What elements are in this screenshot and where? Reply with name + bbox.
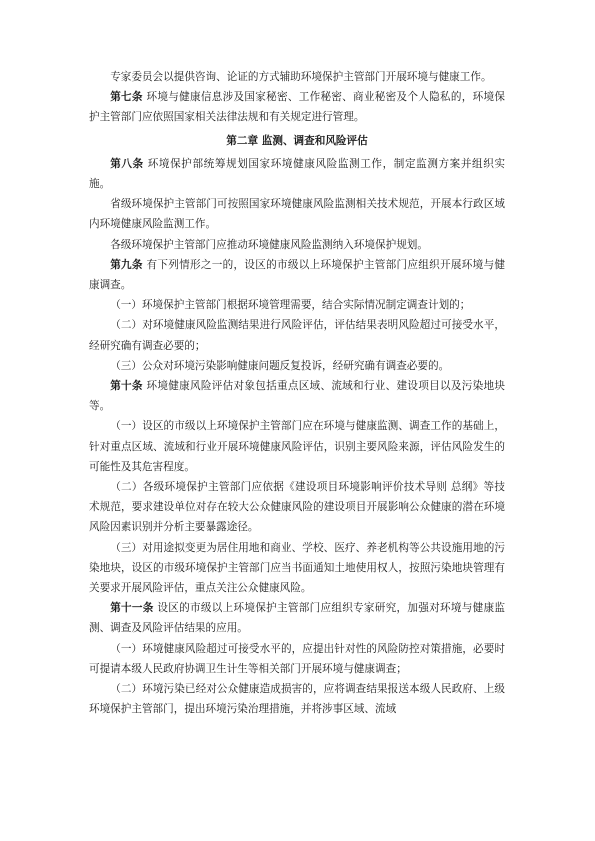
list-item-paragraph: （二）对环境健康风险监测结果进行风险评估，评估结果表明风险超过可接受水平，经研究确有调查必要的；: [89, 319, 505, 352]
paragraph: 省级环境保护主管部门可按照国家环境健康风险监测相关技术规范，开展本行政区域内环境健康风险监测工作。: [89, 198, 505, 231]
article-paragraph: [89, 255, 505, 295]
article-text: 设区的市级以上环境保护主管部门应组织专家研究，加强对环境与健康监测、调查及风险评估结果的应用。: [89, 602, 506, 635]
article-text: 环境与健康信息涉及国家秘密、工作秘密、商业秘密及个人隐私的，环境保护主管部门应依照国家相关法律法规和有关规定进行管理。: [89, 91, 506, 124]
article-text: 环境健康风险评估对象包括重点区域、流域和行业、建设项目以及污染地块等。: [89, 380, 506, 413]
list-item-paragraph: （三）对用途拟变更为居住用地和商业、学校、医疗、养老机构等公共设施用地的污染地块，设区的市级环境保护主管部门应当书面通知土地使用权人，按照污染地块管理有关要求开展风险评估，重点关注公众健康风险。: [89, 541, 505, 595]
article-paragraph: [89, 376, 505, 416]
article-number: 第十一条: [110, 602, 154, 615]
article-paragraph: [89, 87, 505, 127]
chapter-heading: 第二章 监测、调查和风险评估: [226, 134, 368, 147]
list-item-paragraph: （一）设区的市级以上环境保护主管部门应在环境与健康监测、调查工作的基础上，针对重点区域、流域和行业开展环境健康风险评估，识别主要风险来源，评估风险发生的可能性及其危害程度。: [89, 420, 505, 473]
article-text: 环境保护部统筹规划国家环境健康风险监测工作，制定监测方案并组织实施。: [89, 157, 506, 191]
list-item-paragraph: （一）环境保护主管部门根据环境管理需要，结合实际情况制定调查计划的；: [110, 299, 471, 312]
list-item-paragraph: （二）各级环境保护主管部门应依据《建设项目环境影响评价技术导则 总纲》等技术规范，要求建设单位对存在较大公众健康风险的建设项目开展影响公众健康的潜在环境风险因素识别并分析主要暴露途径。: [89, 481, 505, 534]
list-item-paragraph: （三）公众对环境污染影响健康问题反复投诉，经研究确有调查必要的。: [110, 359, 450, 372]
article-number: 第九条: [110, 258, 143, 271]
paragraph: 专家委员会以提供咨询、论证的方式辅助环境保护主管部门开展环境与健康工作。: [110, 71, 492, 83]
article-text: 有下列情形之一的，设区的市级以上环境保护主管部门应组织开展环境与健康调查。: [89, 258, 506, 292]
list-item-paragraph: （二）环境污染已经对公众健康造成损害的，应将调查结果报送本级人民政府、上级环境保护主管部门，提出环境污染治理措施，并将涉事区域、流域: [89, 683, 505, 716]
article-number: 第七条: [110, 91, 143, 104]
document-body: [89, 67, 505, 720]
paragraph: 各级环境保护主管部门应推动环境健康风险监测纳入环境保护规划。: [110, 238, 428, 251]
list-item-paragraph: （一）环境健康风险超过可接受水平的，应提出针对性的风险防控对策措施，必要时可提请本级人民政府协调卫生计生等相关部门开展环境与健康调查；: [89, 642, 505, 675]
article-paragraph: [89, 598, 505, 638]
article-number: 第十条: [110, 380, 143, 393]
article-paragraph: [89, 154, 505, 194]
article-number: 第八条: [110, 157, 144, 170]
